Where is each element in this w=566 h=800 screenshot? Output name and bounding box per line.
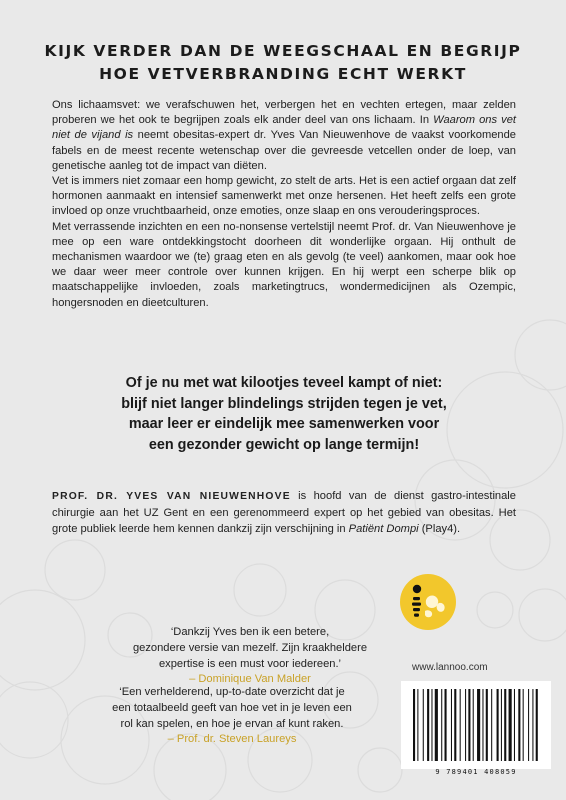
- author-bio: PROF. DR. YVES VAN NIEUWENHOVE is hoofd van de dienst gastro-intestinale chirurgie aan het UZ Gent en een gerenommeerd expert op het gebied van obesitas. Het grote publiek leerde hem kennen dankzij zijn verschijning in Patiënt Dompi (Play4).: [52, 490, 516, 535]
- testimonial-quote-1: ‘Dankzij Yves ben ik een betere, gezondere versie van mezelf. Zijn kraakheldere expertise is een must voor iedereen.’ – Dominique Van Malder: [100, 625, 400, 688]
- barcode-bar: [423, 689, 424, 761]
- isbn-number: 9 789401 408059: [435, 768, 517, 776]
- barcode-bar: [454, 689, 456, 761]
- barcode-bar: [536, 689, 538, 761]
- barcode-bar: [497, 689, 499, 761]
- tv-show-title: Patiënt Dompi: [348, 523, 419, 535]
- headline-line-2: HOE VETVERBRANDING ECHT WERKT: [99, 65, 467, 83]
- paragraph-1: Ons lichaamsvet: we verafschuwen het, verbergen het en vechten ertegen, maar zelden proberen we het ook te begrijpen zoals elk ander deel van ons lichaam. In Waarom ons vet niet de vijand is neemt obesitas-expert dr. Yves Van Nieuwenhove de vaakst voorkomende fabels en de meest recente wetenschap over die gevreesde vetcellen onder de loep, van genetische aanleg tot de impact van diëten.: [52, 99, 517, 172]
- barcode-bar: [477, 689, 480, 761]
- author-name: PROF. DR. YVES VAN NIEUWENHOVE: [52, 491, 291, 502]
- barcode-bar: [413, 689, 415, 761]
- barcode-bar: [491, 689, 492, 761]
- callout-statement: [52, 373, 516, 455]
- isbn-barcode: [401, 681, 551, 769]
- description-text: [52, 98, 516, 311]
- testimonial-quote-2: ‘Een verhelderend, up-to-date overzicht dat je een totaalbeeld geeft van hoe vet in je leven een rol kan spelen, en hoe je ervan af kunt raken. – Prof. dr. Steven Laureys: [82, 685, 382, 748]
- barcode-bar: [468, 689, 470, 761]
- quote-author-2: – Prof. dr. Steven Laureys: [167, 733, 297, 746]
- barcode-bar: [435, 689, 438, 761]
- barcode-bar: [528, 689, 529, 761]
- callout-line-4: een gezonder gewicht op lange termijn!: [148, 436, 420, 453]
- book-title-italic: Waarom ons vet niet de vijand is: [52, 114, 517, 142]
- callout-line-1: Of je nu met wat kilootjes teveel kampt of niet:: [125, 375, 443, 391]
- barcode-bar: [514, 689, 515, 761]
- barcode-bar: [532, 689, 533, 761]
- barcode-bar: [486, 689, 488, 761]
- headline-line-1: KIJK VERDER DAN DE WEEGSCHAAL EN BEGRIJP: [44, 42, 522, 60]
- paragraph-3: Met verrassende inzichten en een no-nonsense vertelstijl neemt Prof. dr. Van Nieuwenhove je mee op een ware ontdekkingstocht doorheen dit wonderlijke orgaan. Hij onthult de mechanismen waardoor we (te) graag eten en als gevolg (te veel) aankomen, maar ook hoe we daar weer meer controle over kunnen krijgen. En hij werpt een scherpe blik op maatschappelijke invloeden, zoals marketingtrucs, wondermedicijnen als Ozempic, hongersnoden en dieetculturen.: [52, 220, 516, 309]
- paragraph-2: Vet is immers niet zomaar een homp gewicht, zo stelt de arts. Het is een actief orgaan dat zelf hormonen aanmaakt en intensief samenwerkt met onze hersenen. Het heeft zelfs een grote invloed op onze vruchtbaarheid, onze emoties, onze slaap en ons verouderingsproces.: [52, 175, 516, 218]
- headline: [40, 40, 526, 86]
- callout-line-3: maar leer er eindelijk mee samenwerken voor: [128, 416, 440, 432]
- barcode-bar: [509, 689, 512, 761]
- barcode-bar: [473, 689, 474, 761]
- barcode-bar: [504, 689, 506, 761]
- callout-line-2: blijf niet langer blindelings strijden tegen je vet,: [121, 395, 447, 412]
- barcode-bar: [482, 689, 483, 761]
- barcode-bar: [501, 689, 502, 761]
- publisher-website: www.lannoo.com: [412, 662, 488, 673]
- barcode-bar: [431, 689, 432, 761]
- barcode-bar: [427, 689, 429, 761]
- barcode-bar: [441, 689, 442, 761]
- barcode-graphic: [401, 681, 551, 769]
- barcode-bar: [460, 689, 461, 761]
- barcode-bar: [465, 689, 466, 761]
- barcode-bar: [451, 689, 452, 761]
- lannoo-logo-icon: [399, 573, 457, 631]
- barcode-bar: [518, 689, 520, 761]
- quote-author-1: – Dominique Van Malder: [189, 673, 311, 686]
- barcode-bar: [523, 689, 524, 761]
- barcode-bar: [445, 689, 447, 761]
- barcode-bar: [417, 689, 418, 761]
